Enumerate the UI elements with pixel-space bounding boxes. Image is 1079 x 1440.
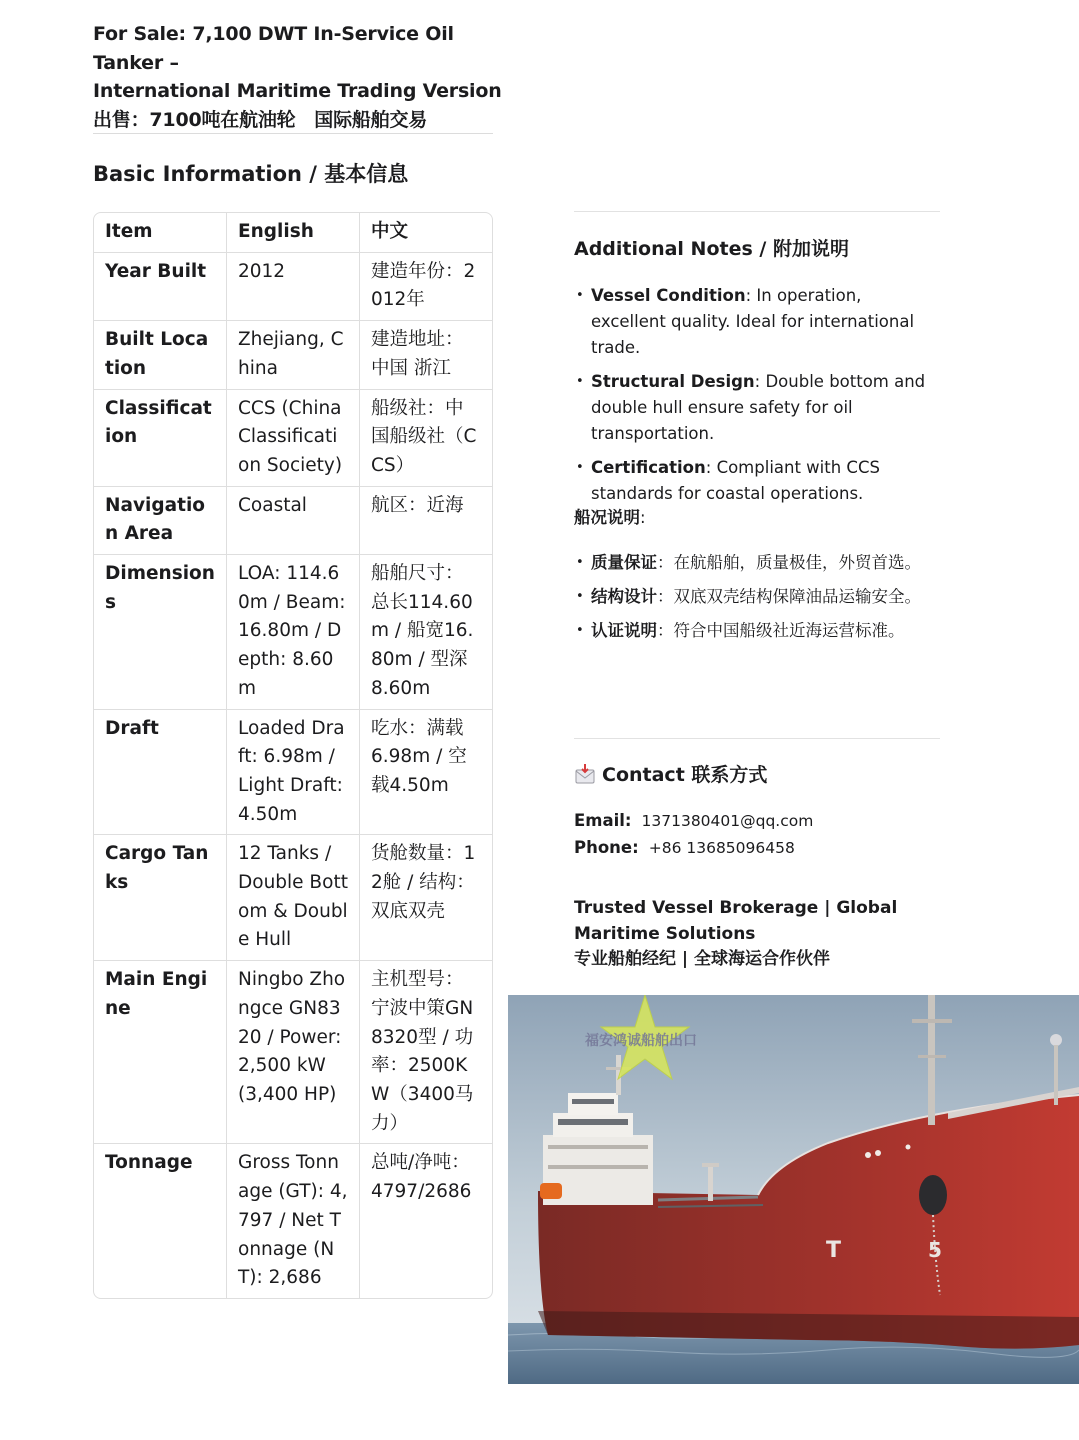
vessel-photo [508, 995, 1079, 1384]
note-label: Structural Design [591, 372, 755, 391]
basic-info-heading: Basic Information / 基本信息 [93, 162, 409, 186]
phone-label: Phone: [574, 838, 639, 857]
row-chinese: 航区：近海 [360, 487, 492, 555]
row-chinese: 建造地址：中国 浙江 [360, 321, 492, 389]
list-item [574, 369, 934, 447]
row-english: LOA: 114.60m / Beam: 16.80m / Depth: 8.60m [227, 555, 360, 710]
phone-value[interactable]: +86 13685096458 [648, 839, 795, 857]
row-english: Loaded Draft: 6.98m / Light Draft: 4.50m [227, 710, 360, 836]
hull-mark: T [826, 1238, 842, 1263]
row-english: 2012 [227, 253, 360, 321]
title-line-2: International Maritime Trading Version [93, 80, 502, 102]
contact-heading [574, 760, 767, 787]
table-row [94, 710, 492, 836]
table-header-row [94, 213, 492, 253]
tagline [574, 896, 944, 973]
row-english: Zhejiang, China [227, 321, 360, 389]
row-item: Draft [94, 710, 227, 836]
row-item: Tonnage [94, 1144, 227, 1298]
note-text: ：符合中国船级社近海运营标准。 [657, 621, 905, 640]
email-label: Email: [574, 811, 632, 830]
note-label: 认证说明 [591, 621, 657, 640]
list-item [574, 584, 934, 610]
row-chinese: 吃水：满载6.98m / 空载4.50m [360, 710, 492, 836]
list-item [574, 455, 934, 507]
envelope-icon [574, 763, 596, 785]
note-label: 质量保证 [591, 553, 657, 572]
row-item: Classification [94, 390, 227, 487]
cn-notes-label [574, 504, 646, 528]
row-item: Year Built [94, 253, 227, 321]
email-value[interactable]: 1371380401@qq.com [641, 812, 814, 830]
row-item: Built Location [94, 321, 227, 389]
header-english: English [227, 213, 360, 253]
basic-info-table [93, 212, 493, 1299]
row-chinese: 建造年份：2012年 [360, 253, 492, 321]
list-item [574, 283, 934, 361]
table-row [94, 487, 492, 555]
title-line-3: 出售：7100吨在航油轮 国际船舶交易 [93, 108, 428, 131]
note-label: Certification [591, 458, 706, 477]
contact-divider [574, 738, 940, 739]
table-row [94, 555, 492, 710]
row-english: 12 Tanks / Double Bottom & Double Hull [227, 835, 360, 961]
row-item: Main Engine [94, 961, 227, 1144]
phone-row [574, 838, 795, 857]
row-chinese: 船级社：中国船级社（CCS） [360, 390, 492, 487]
note-label: Vessel Condition [591, 286, 746, 305]
tagline-zh: 专业船舶经纪 | 全球海运合作伙伴 [574, 949, 831, 969]
table-row [94, 321, 492, 389]
note-text: ：双底双壳结构保障油品运输安全。 [657, 587, 921, 606]
list-item [574, 618, 934, 644]
note-text: ：在航船舶，质量极佳，外贸首选。 [657, 553, 921, 572]
listing-title [93, 20, 513, 134]
table-row [94, 835, 492, 961]
row-chinese: 主机型号：宁波中策GN8320型 / 功率：2500KW（3400马力） [360, 961, 492, 1144]
row-english: Gross Tonnage (GT): 4,797 / Net Tonnage (NT): 2,686 [227, 1144, 360, 1298]
cn-notes-colon: : [640, 508, 646, 527]
row-chinese: 总吨/净吨：4797/2686 [371, 1152, 472, 1203]
row-chinese: 货舱数量：12舱 / 结构：双底双壳 [360, 835, 492, 961]
tagline-en: Trusted Vessel Brokerage | Global Maritime Solutions [574, 898, 898, 944]
contact-heading-text: Contact 联系方式 [602, 764, 768, 786]
header-item: Item [94, 213, 227, 253]
table-row [94, 253, 492, 321]
hull-mark-2: 5 [928, 1238, 942, 1262]
row-item: Cargo Tanks [94, 835, 227, 961]
notes-list-chinese [574, 550, 934, 652]
row-english: CCS (China Classification Society) [227, 390, 360, 487]
row-chinese: 船舶尺寸：总长114.60m / 船宽16.80m / 型深8.60m [360, 555, 492, 710]
notes-divider [574, 211, 940, 212]
note-label: 结构设计 [591, 587, 657, 606]
table-row [94, 961, 492, 1144]
note-text: : Double bottom and double hull ensure safety for oil transportation. [591, 372, 926, 443]
row-english: Ningbo Zhongce GN8320 / Power: 2,500 kW (3,400 HP) [227, 961, 360, 1144]
notes-list-english [574, 283, 934, 515]
title-line-1: For Sale: 7,100 DWT In-Service Oil Tanker – [93, 23, 454, 74]
table-row [94, 1144, 492, 1298]
header-chinese: 中文 [360, 213, 492, 253]
note-text: : Compliant with CCS standards for coastal operations. [591, 458, 880, 503]
list-item [574, 550, 934, 576]
photo-watermark: 福安鸿诚船舶出口 [585, 1033, 697, 1049]
row-item: Navigation Area [94, 487, 227, 555]
note-text: : In operation, excellent quality. Ideal for international trade. [591, 286, 915, 357]
title-divider [93, 133, 493, 134]
notes-heading: Additional Notes / 附加说明 [574, 238, 849, 260]
table-row [94, 390, 492, 487]
email-row [574, 811, 813, 830]
row-item: Dimensions [94, 555, 227, 710]
cn-notes-label-text: 船况说明 [574, 508, 640, 527]
row-english: Coastal [227, 487, 360, 555]
